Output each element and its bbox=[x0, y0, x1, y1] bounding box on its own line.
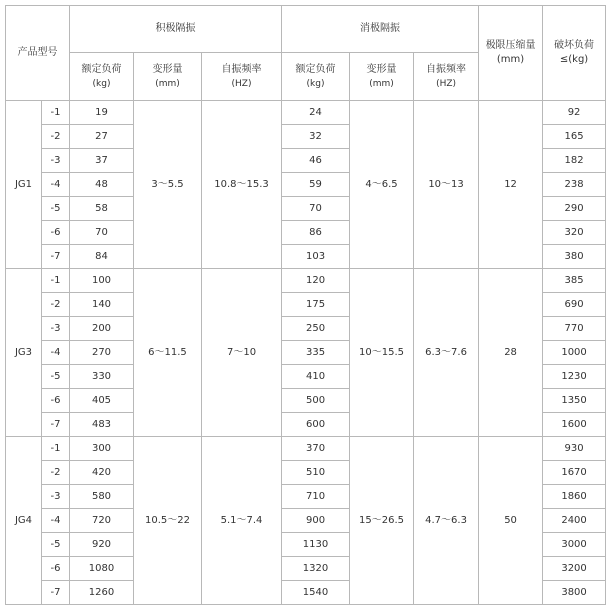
destroy-load-cell: 690 bbox=[543, 293, 606, 317]
active-load-cell: 920 bbox=[70, 533, 134, 557]
active-freq-cell: 7～10 bbox=[202, 269, 282, 437]
sub-model-cell: -1 bbox=[42, 101, 70, 125]
header-active-deform bbox=[134, 53, 202, 101]
limit-cell: 12 bbox=[479, 101, 543, 269]
destroy-load-cell: 3200 bbox=[543, 557, 606, 581]
sub-model-cell: -6 bbox=[42, 557, 70, 581]
sub-model-cell: -7 bbox=[42, 245, 70, 269]
header-row-1 bbox=[6, 6, 606, 53]
sub-model-cell: -5 bbox=[42, 197, 70, 221]
active-load-cell: 58 bbox=[70, 197, 134, 221]
passive-load-cell: 1130 bbox=[282, 533, 350, 557]
active-load-cell: 200 bbox=[70, 317, 134, 341]
sub-model-cell: -5 bbox=[42, 533, 70, 557]
header-passive-deform-unit: (mm) bbox=[369, 78, 394, 89]
passive-load-cell: 500 bbox=[282, 389, 350, 413]
passive-load-cell: 175 bbox=[282, 293, 350, 317]
sub-model-cell: -5 bbox=[42, 365, 70, 389]
destroy-load-cell: 1350 bbox=[543, 389, 606, 413]
passive-load-cell: 1540 bbox=[282, 581, 350, 605]
destroy-load-cell: 1000 bbox=[543, 341, 606, 365]
header-passive-freq-label: 自振频率 bbox=[426, 63, 467, 75]
destroy-load-cell: 380 bbox=[543, 245, 606, 269]
destroy-load-cell: 320 bbox=[543, 221, 606, 245]
destroy-load-cell: 930 bbox=[543, 437, 606, 461]
passive-load-cell: 59 bbox=[282, 173, 350, 197]
header-active-load-unit: (kg) bbox=[92, 78, 111, 89]
header-model: 产品型号 bbox=[6, 6, 70, 101]
active-freq-cell: 5.1～7.4 bbox=[202, 437, 282, 605]
passive-load-cell: 250 bbox=[282, 317, 350, 341]
destroy-load-cell: 290 bbox=[543, 197, 606, 221]
passive-load-cell: 1320 bbox=[282, 557, 350, 581]
destroy-load-cell: 1600 bbox=[543, 413, 606, 437]
active-load-cell: 330 bbox=[70, 365, 134, 389]
sub-model-cell: -2 bbox=[42, 293, 70, 317]
active-load-cell: 100 bbox=[70, 269, 134, 293]
sub-model-cell: -3 bbox=[42, 317, 70, 341]
header-limit bbox=[479, 6, 543, 101]
active-load-cell: 140 bbox=[70, 293, 134, 317]
header-passive-load bbox=[282, 53, 350, 101]
header-passive-load-unit: (kg) bbox=[306, 78, 325, 89]
destroy-load-cell: 2400 bbox=[543, 509, 606, 533]
header-passive-freq bbox=[414, 53, 479, 101]
header-active-deform-unit: (mm) bbox=[155, 78, 180, 89]
header-passive-load-label: 额定负荷 bbox=[295, 63, 336, 75]
passive-load-cell: 600 bbox=[282, 413, 350, 437]
header-passive-deform bbox=[350, 53, 414, 101]
active-load-cell: 405 bbox=[70, 389, 134, 413]
passive-load-cell: 103 bbox=[282, 245, 350, 269]
sub-model-cell: -3 bbox=[42, 485, 70, 509]
destroy-load-cell: 165 bbox=[543, 125, 606, 149]
header-active-freq-unit: (HZ) bbox=[231, 78, 252, 89]
sub-model-cell: -7 bbox=[42, 581, 70, 605]
destroy-load-cell: 3800 bbox=[543, 581, 606, 605]
destroy-load-cell: 770 bbox=[543, 317, 606, 341]
sub-model-cell: -4 bbox=[42, 341, 70, 365]
active-load-cell: 300 bbox=[70, 437, 134, 461]
table-row bbox=[6, 101, 606, 125]
header-active-deform-label: 变形量 bbox=[152, 63, 183, 75]
table-row bbox=[6, 269, 606, 293]
sub-model-cell: -6 bbox=[42, 221, 70, 245]
active-deform-cell: 10.5～22 bbox=[134, 437, 202, 605]
destroy-load-cell: 1230 bbox=[543, 365, 606, 389]
passive-load-cell: 70 bbox=[282, 197, 350, 221]
header-passive: 消极隔振 bbox=[282, 6, 479, 53]
sub-model-cell: -7 bbox=[42, 413, 70, 437]
header-active-freq bbox=[202, 53, 282, 101]
active-load-cell: 420 bbox=[70, 461, 134, 485]
model-cell: JG1 bbox=[6, 101, 42, 269]
active-load-cell: 48 bbox=[70, 173, 134, 197]
passive-deform-cell: 15～26.5 bbox=[350, 437, 414, 605]
sub-model-cell: -4 bbox=[42, 509, 70, 533]
passive-deform-cell: 10～15.5 bbox=[350, 269, 414, 437]
model-cell: JG3 bbox=[6, 269, 42, 437]
header-active-freq-label: 自振频率 bbox=[221, 63, 262, 75]
passive-load-cell: 900 bbox=[282, 509, 350, 533]
active-load-cell: 70 bbox=[70, 221, 134, 245]
destroy-load-cell: 3000 bbox=[543, 533, 606, 557]
sub-model-cell: -3 bbox=[42, 149, 70, 173]
header-passive-freq-unit: (HZ) bbox=[436, 78, 457, 89]
header-active-load bbox=[70, 53, 134, 101]
passive-freq-cell: 10～13 bbox=[414, 101, 479, 269]
table-row bbox=[6, 437, 606, 461]
header-active: 积极隔振 bbox=[70, 6, 282, 53]
header-destroy-text: 破坏负荷≤(kg) bbox=[554, 40, 595, 65]
sub-model-cell: -1 bbox=[42, 269, 70, 293]
destroy-load-cell: 92 bbox=[543, 101, 606, 125]
model-cell: JG4 bbox=[6, 437, 42, 605]
header-active-load-label: 额定负荷 bbox=[81, 63, 122, 75]
active-load-cell: 27 bbox=[70, 125, 134, 149]
passive-load-cell: 32 bbox=[282, 125, 350, 149]
passive-load-cell: 370 bbox=[282, 437, 350, 461]
limit-cell: 50 bbox=[479, 437, 543, 605]
destroy-load-cell: 1860 bbox=[543, 485, 606, 509]
spec-table bbox=[5, 5, 606, 605]
active-load-cell: 483 bbox=[70, 413, 134, 437]
active-load-cell: 1260 bbox=[70, 581, 134, 605]
active-deform-cell: 3～5.5 bbox=[134, 101, 202, 269]
sub-model-cell: -2 bbox=[42, 125, 70, 149]
sub-model-cell: -6 bbox=[42, 389, 70, 413]
table-body bbox=[6, 101, 606, 605]
sub-model-cell: -1 bbox=[42, 437, 70, 461]
active-freq-cell: 10.8～15.3 bbox=[202, 101, 282, 269]
destroy-load-cell: 385 bbox=[543, 269, 606, 293]
header-limit-text: 极限压缩量(mm) bbox=[485, 40, 536, 65]
active-load-cell: 19 bbox=[70, 101, 134, 125]
passive-load-cell: 46 bbox=[282, 149, 350, 173]
active-load-cell: 580 bbox=[70, 485, 134, 509]
sub-model-cell: -4 bbox=[42, 173, 70, 197]
destroy-load-cell: 182 bbox=[543, 149, 606, 173]
passive-deform-cell: 4～6.5 bbox=[350, 101, 414, 269]
destroy-load-cell: 1670 bbox=[543, 461, 606, 485]
passive-freq-cell: 4.7～6.3 bbox=[414, 437, 479, 605]
passive-freq-cell: 6.3～7.6 bbox=[414, 269, 479, 437]
header-destroy bbox=[543, 6, 606, 101]
active-load-cell: 1080 bbox=[70, 557, 134, 581]
passive-load-cell: 710 bbox=[282, 485, 350, 509]
passive-load-cell: 335 bbox=[282, 341, 350, 365]
active-load-cell: 37 bbox=[70, 149, 134, 173]
destroy-load-cell: 238 bbox=[543, 173, 606, 197]
active-load-cell: 84 bbox=[70, 245, 134, 269]
header-passive-deform-label: 变形量 bbox=[366, 63, 397, 75]
active-load-cell: 270 bbox=[70, 341, 134, 365]
passive-load-cell: 410 bbox=[282, 365, 350, 389]
active-load-cell: 720 bbox=[70, 509, 134, 533]
passive-load-cell: 120 bbox=[282, 269, 350, 293]
limit-cell: 28 bbox=[479, 269, 543, 437]
sub-model-cell: -2 bbox=[42, 461, 70, 485]
passive-load-cell: 510 bbox=[282, 461, 350, 485]
passive-load-cell: 24 bbox=[282, 101, 350, 125]
passive-load-cell: 86 bbox=[282, 221, 350, 245]
active-deform-cell: 6～11.5 bbox=[134, 269, 202, 437]
